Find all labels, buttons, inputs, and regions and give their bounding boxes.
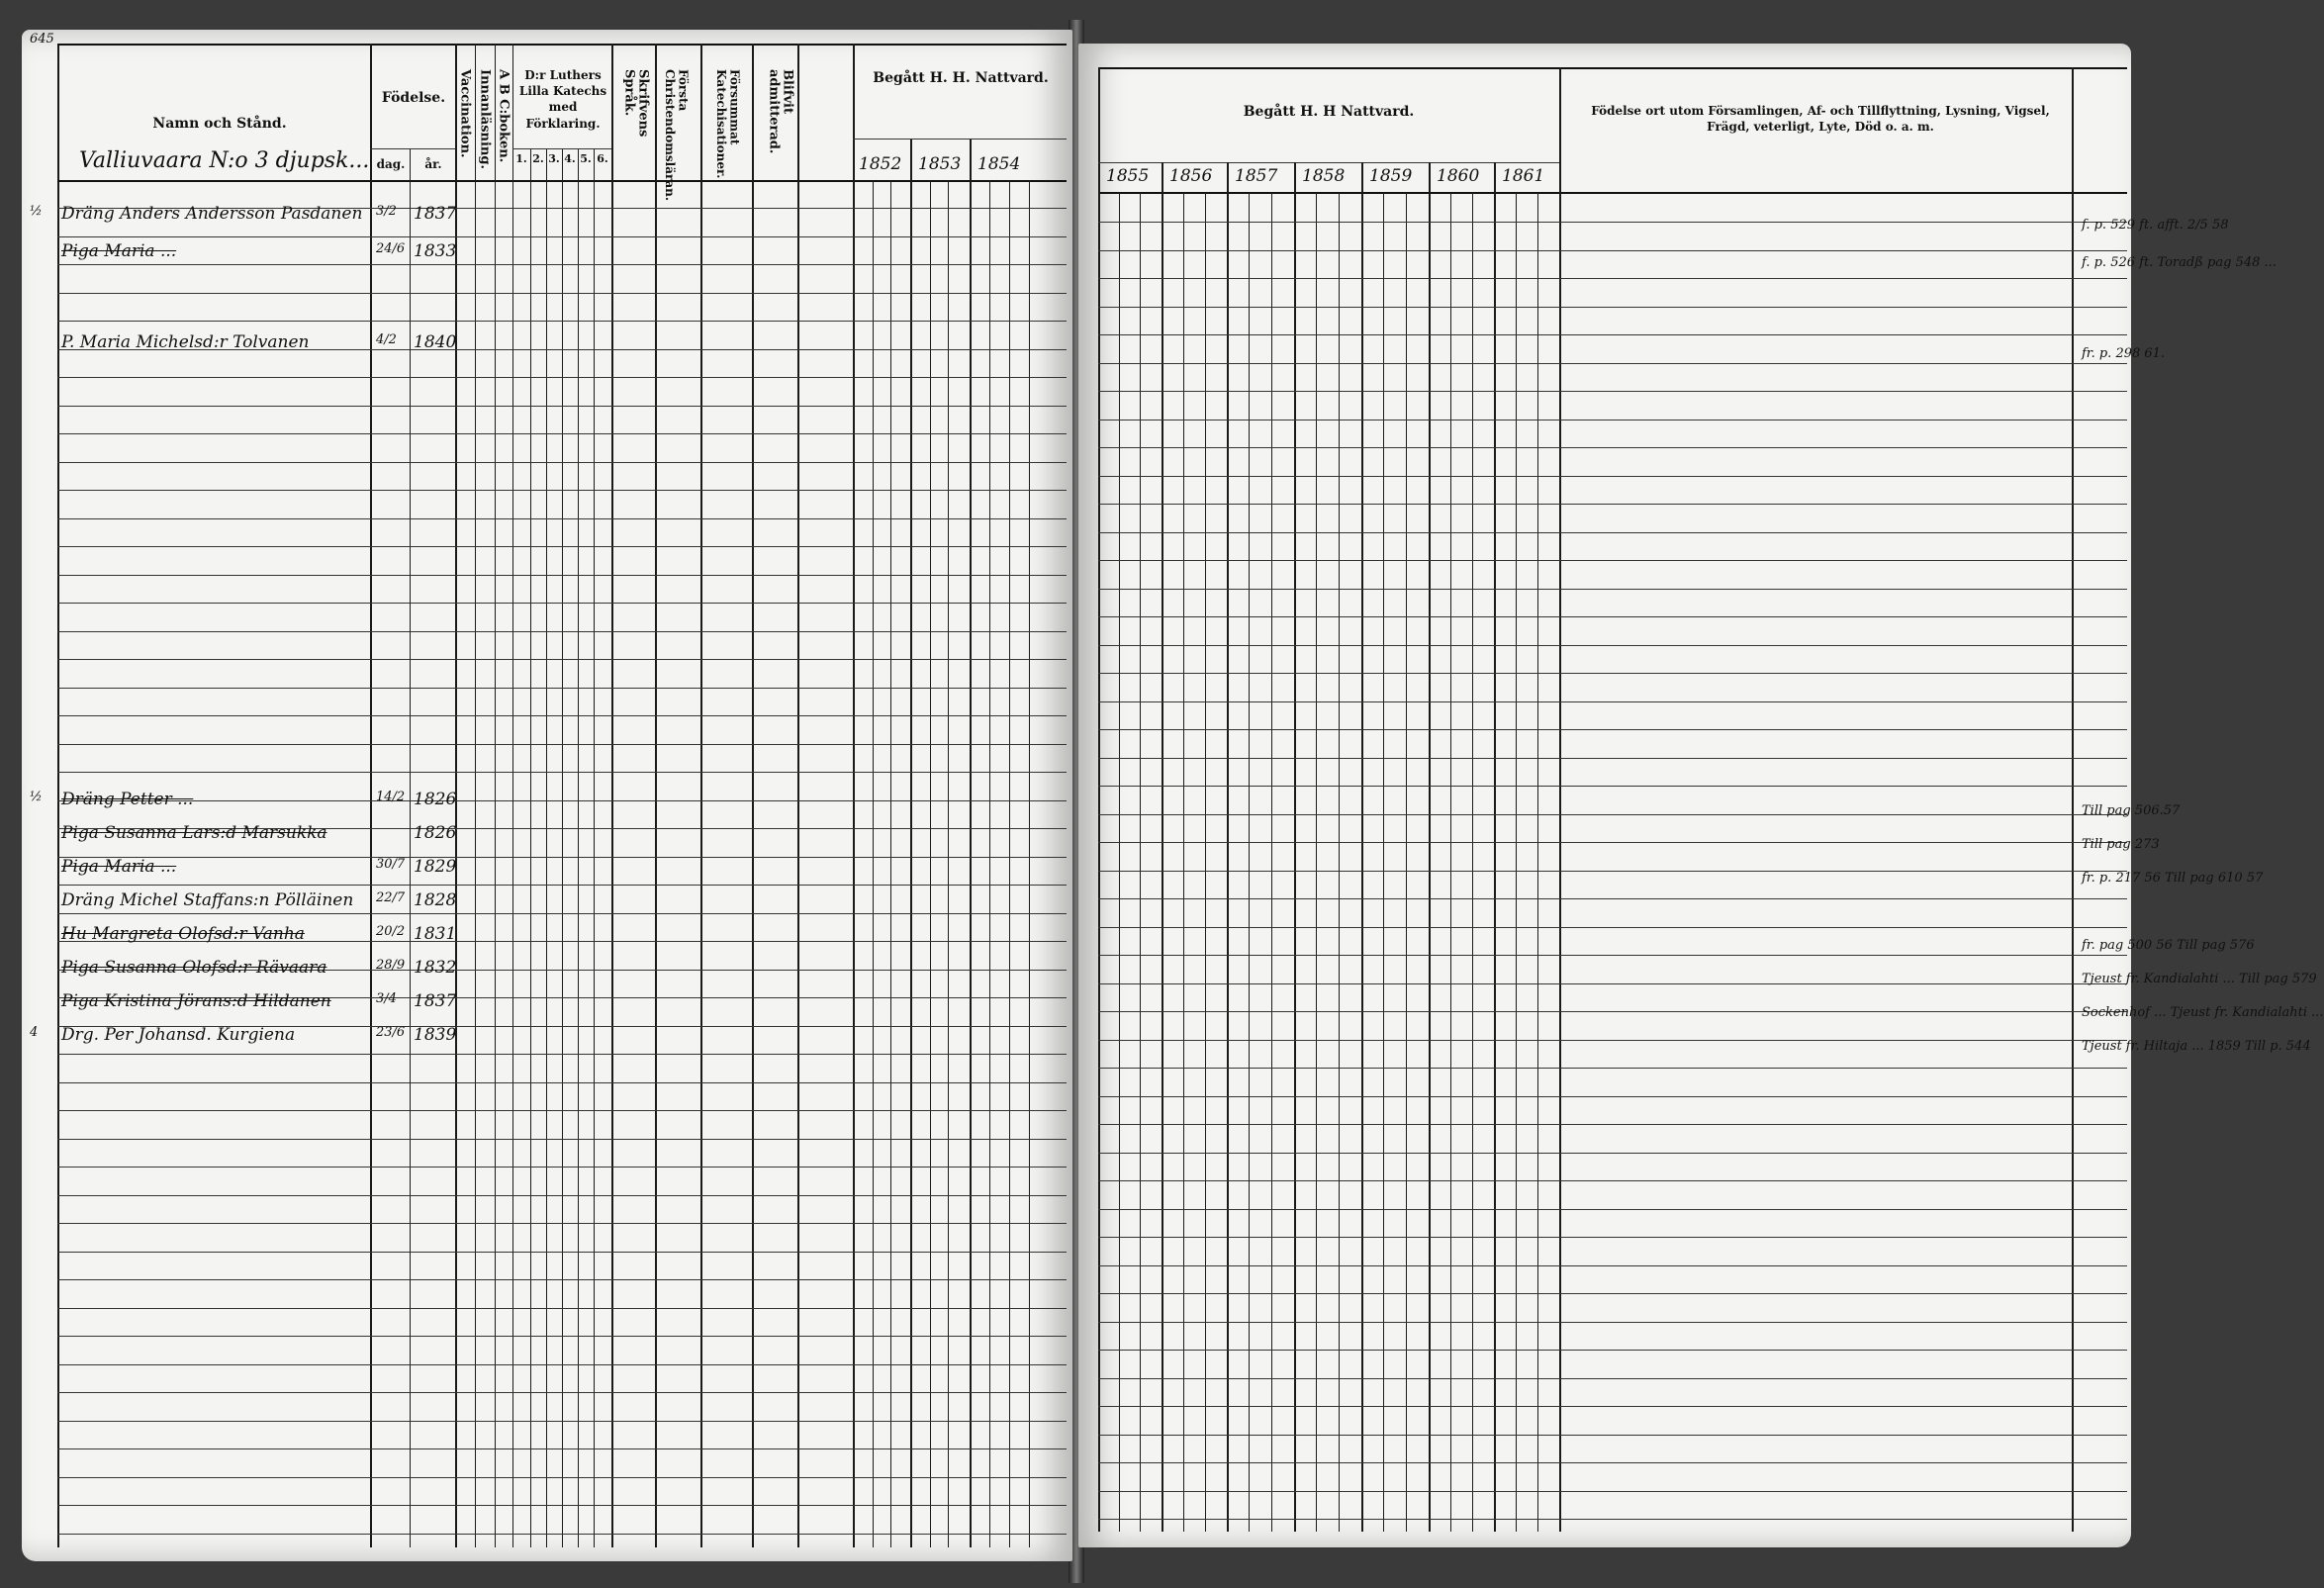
row-rule bbox=[1098, 1068, 2127, 1069]
header-bottom-rule bbox=[1098, 192, 2127, 194]
row-rule bbox=[1098, 1462, 2127, 1463]
row-rule bbox=[57, 518, 1067, 519]
entry-birth-day: 23/6 bbox=[376, 1025, 406, 1040]
col-rule bbox=[1316, 192, 1317, 1532]
col-rule bbox=[752, 44, 754, 1547]
row-rule bbox=[1098, 447, 2127, 448]
row-rule bbox=[57, 1054, 1067, 1055]
col-rule bbox=[1429, 162, 1431, 1532]
cat-col: 2. bbox=[532, 152, 544, 165]
col-rule bbox=[1009, 180, 1010, 1547]
row-rule bbox=[1098, 786, 2127, 787]
row-rule bbox=[57, 406, 1067, 407]
row-rule bbox=[1098, 1011, 2127, 1012]
row-rule bbox=[57, 236, 1067, 237]
village-title: Valliuvaara N:o 3 djupsk... bbox=[79, 148, 370, 173]
entry-name: Piga Maria ... bbox=[61, 857, 177, 877]
row-rule bbox=[57, 1477, 1067, 1478]
entry-name: P. Maria Michelsd:r Tolvanen bbox=[61, 332, 310, 352]
row-rule bbox=[57, 264, 1067, 265]
row-rule bbox=[1098, 1237, 2127, 1238]
entry-note: f. p. 529 ft. afft. 2/5 58 bbox=[2082, 218, 2229, 233]
row-rule bbox=[1098, 1124, 2127, 1125]
entry-birth-year: 1826 bbox=[414, 823, 457, 843]
col-rule bbox=[370, 44, 372, 1547]
row-rule bbox=[1098, 1322, 2127, 1323]
col-rule bbox=[1140, 192, 1141, 1532]
entry-name: Drg. Per Johansd. Kurgiena bbox=[61, 1025, 296, 1045]
row-rule bbox=[1098, 1547, 2127, 1548]
cat-col: 3. bbox=[548, 152, 560, 165]
entry-birth-year: 1833 bbox=[414, 241, 457, 261]
header-notes: Födelse ort utom Församlingen, Af- och Tillflyttning, Lysning, Vigsel, Frägd, veterligt, Lyte, Död o. a. m. bbox=[1591, 104, 2050, 135]
row-rule bbox=[1098, 391, 2127, 392]
entry-note: Sockenhof ... Tjeust fr. Kandialahti ... bbox=[2082, 1005, 2324, 1020]
row-rule bbox=[57, 546, 1067, 547]
row-rule bbox=[57, 715, 1067, 716]
row-rule bbox=[57, 433, 1067, 434]
entry-birth-day: 22/7 bbox=[376, 890, 406, 905]
left-margin-line bbox=[57, 44, 59, 1547]
col-rule bbox=[1537, 192, 1538, 1532]
row-rule bbox=[57, 1195, 1067, 1196]
row-rule bbox=[1098, 814, 2127, 815]
entry-note: Tjeust fr. Hiltaja ... 1859 Till p. 544 bbox=[2082, 1039, 2311, 1054]
row-rule bbox=[57, 377, 1067, 378]
row-rule bbox=[1098, 1153, 2127, 1154]
entry-name: Dräng Anders Andersson Pasdanen bbox=[61, 204, 363, 224]
entry-prefix: 4 bbox=[30, 1025, 39, 1040]
entry-note: fr. p. 217 56 Till pag 610 57 bbox=[2082, 871, 2264, 886]
col-rule bbox=[1450, 192, 1451, 1532]
year-label: 1858 bbox=[1302, 166, 1346, 186]
col-rule bbox=[700, 44, 702, 1547]
col-rule bbox=[530, 148, 531, 1547]
entry-note: f. p. 526 ft. Toradß pag 548 ... bbox=[2082, 255, 2277, 270]
entry-name: Hu Margreta Olofsd:r Vanha bbox=[61, 924, 305, 944]
col-rule bbox=[1227, 162, 1229, 1532]
row-rule bbox=[1098, 927, 2127, 928]
entry-birth-day: 20/2 bbox=[376, 924, 406, 939]
year-label: 1856 bbox=[1169, 166, 1213, 186]
col-rule bbox=[512, 44, 513, 1547]
row-rule bbox=[57, 462, 1067, 463]
col-rule bbox=[1294, 162, 1296, 1532]
subheader-rule bbox=[1098, 162, 1559, 163]
entry-prefix: ½ bbox=[30, 790, 43, 804]
row-rule bbox=[1098, 307, 2127, 308]
header-blifvit: Blifvit admitterad. bbox=[766, 69, 795, 154]
entry-birth-year: 1829 bbox=[414, 857, 457, 877]
header-vaccination: Vaccination. bbox=[457, 69, 473, 158]
col-rule bbox=[611, 44, 613, 1547]
row-rule bbox=[57, 1279, 1067, 1280]
entry-birth-day: 3/4 bbox=[376, 991, 397, 1006]
entry-name: Dräng Petter ... bbox=[61, 790, 194, 809]
year-1852: 1852 bbox=[859, 154, 902, 174]
subheader-rule bbox=[370, 148, 455, 149]
row-rule bbox=[1098, 1265, 2127, 1266]
row-rule bbox=[1098, 1378, 2127, 1379]
entry-birth-day: 14/2 bbox=[376, 790, 406, 804]
row-rule bbox=[57, 1421, 1067, 1422]
col-rule bbox=[1205, 192, 1206, 1532]
header-skrifvens: Skrifvens Språk. bbox=[621, 69, 651, 138]
row-rule bbox=[57, 885, 1067, 886]
row-rule bbox=[1098, 278, 2127, 279]
row-rule bbox=[1098, 758, 2127, 759]
row-rule bbox=[57, 744, 1067, 745]
cat-col: 1. bbox=[515, 152, 527, 165]
row-rule bbox=[1098, 1040, 2127, 1041]
col-rule bbox=[1119, 192, 1120, 1532]
row-rule bbox=[57, 1448, 1067, 1449]
entry-birth-day: 3/2 bbox=[376, 204, 397, 219]
col-rule bbox=[1472, 192, 1473, 1532]
year-label: 1861 bbox=[1502, 166, 1545, 186]
row-rule bbox=[57, 1110, 1067, 1111]
row-rule bbox=[1098, 532, 2127, 533]
col-rule bbox=[1249, 192, 1250, 1532]
col-rule bbox=[495, 44, 496, 1547]
col-rule bbox=[1383, 192, 1384, 1532]
subheader-rule bbox=[853, 139, 1067, 140]
entry-birth-year: 1837 bbox=[414, 204, 457, 224]
row-rule bbox=[57, 913, 1067, 914]
year-1853: 1853 bbox=[918, 154, 962, 174]
row-rule bbox=[1098, 560, 2127, 561]
entry-birth-year: 1831 bbox=[414, 924, 457, 944]
col-rule bbox=[1183, 192, 1184, 1532]
header-birth: Födelse. bbox=[381, 90, 446, 106]
row-rule bbox=[1098, 1293, 2127, 1294]
entry-birth-day: 30/7 bbox=[376, 857, 406, 872]
entry-name: Piga Susanna Olofsd:r Rävaara bbox=[61, 958, 327, 978]
row-rule bbox=[1098, 250, 2127, 251]
col-rule bbox=[1559, 67, 1561, 1532]
entry-name: Dräng Michel Staffans:n Pölläinen bbox=[61, 890, 354, 910]
row-rule bbox=[1098, 955, 2127, 956]
entry-name: Piga Susanna Lars:d Marsukka bbox=[61, 823, 327, 843]
col-rule bbox=[1029, 180, 1030, 1547]
row-rule bbox=[1098, 729, 2127, 730]
page-number: 645 bbox=[30, 32, 54, 47]
row-rule bbox=[1098, 1491, 2127, 1492]
year-1854: 1854 bbox=[977, 154, 1021, 174]
col-rule bbox=[1162, 162, 1163, 1532]
left-page bbox=[22, 30, 1072, 1561]
col-rule bbox=[1339, 192, 1340, 1532]
row-rule bbox=[1098, 1350, 2127, 1351]
header-forsamlat: Försummat Katechisationer. bbox=[714, 69, 742, 179]
entry-birth-year: 1840 bbox=[414, 332, 457, 352]
row-rule bbox=[1098, 222, 2127, 223]
entry-note: Till pag 506.57 bbox=[2082, 803, 2181, 818]
col-rule bbox=[1271, 192, 1272, 1532]
header-abc: A B C:boken. bbox=[496, 69, 511, 163]
top-rule bbox=[57, 44, 1067, 46]
entry-birth-year: 1837 bbox=[414, 991, 457, 1011]
row-rule bbox=[1098, 334, 2127, 335]
entry-birth-day: 28/9 bbox=[376, 958, 406, 973]
row-rule bbox=[1098, 1209, 2127, 1210]
entry-note: fr. pag 500 56 Till pag 576 bbox=[2082, 938, 2255, 953]
cat-col: 5. bbox=[580, 152, 592, 165]
catechism-subcols bbox=[512, 152, 611, 167]
row-rule bbox=[1098, 1406, 2127, 1407]
col-rule bbox=[475, 44, 476, 1547]
col-rule bbox=[1516, 192, 1517, 1532]
row-rule bbox=[1098, 701, 2127, 702]
header-forsta: Första Christendomsläran. bbox=[663, 69, 691, 201]
row-rule bbox=[1098, 476, 2127, 477]
row-rule bbox=[1098, 504, 2127, 505]
header-begatt-left: Begått H. H. Nattvard. bbox=[873, 70, 1049, 86]
row-rule bbox=[57, 1223, 1067, 1224]
col-rule bbox=[546, 148, 547, 1547]
row-rule bbox=[57, 575, 1067, 576]
row-rule bbox=[57, 293, 1067, 294]
row-rule bbox=[57, 1505, 1067, 1506]
row-rule bbox=[1098, 616, 2127, 617]
col-rule bbox=[989, 180, 990, 1547]
row-rule bbox=[1098, 363, 2127, 364]
col-rule bbox=[1361, 162, 1363, 1532]
year-label: 1855 bbox=[1106, 166, 1150, 186]
row-rule bbox=[57, 659, 1067, 660]
row-rule bbox=[1098, 1519, 2127, 1520]
col-rule bbox=[948, 180, 949, 1547]
row-rule bbox=[1098, 645, 2127, 646]
row-rule bbox=[1098, 898, 2127, 899]
col-rule bbox=[1098, 67, 1100, 1532]
entry-birth-year: 1826 bbox=[414, 790, 457, 809]
col-rule bbox=[853, 44, 855, 1547]
row-rule bbox=[57, 1139, 1067, 1140]
col-rule bbox=[873, 180, 874, 1547]
entry-birth-year: 1828 bbox=[414, 890, 457, 910]
row-rule bbox=[57, 1167, 1067, 1168]
entry-note: Till pag 273 bbox=[2082, 837, 2160, 852]
col-rule bbox=[594, 148, 595, 1547]
entry-name: Piga Kristina Jörans:d Hildanen bbox=[61, 991, 331, 1011]
row-rule bbox=[57, 1308, 1067, 1309]
col-rule bbox=[410, 148, 411, 1547]
header-birth-year: år. bbox=[424, 157, 442, 171]
col-rule bbox=[930, 180, 931, 1547]
row-rule bbox=[57, 490, 1067, 491]
entry-birth-day: 24/6 bbox=[376, 241, 406, 256]
col-rule bbox=[2072, 67, 2074, 1532]
cat-col: 4. bbox=[564, 152, 576, 165]
col-rule bbox=[890, 180, 891, 1547]
row-rule bbox=[1098, 871, 2127, 872]
row-rule bbox=[57, 631, 1067, 632]
entry-name: Piga Maria ... bbox=[61, 241, 177, 261]
subheader-rule bbox=[512, 148, 611, 149]
row-rule bbox=[57, 321, 1067, 322]
row-rule bbox=[57, 800, 1067, 801]
row-rule bbox=[57, 1534, 1067, 1535]
header-catechism: D:r Luthers Lilla Katechs med Förklaring. bbox=[518, 68, 607, 131]
entry-birth-year: 1832 bbox=[414, 958, 457, 978]
year-label: 1857 bbox=[1235, 166, 1278, 186]
col-rule bbox=[1494, 162, 1496, 1532]
row-rule bbox=[57, 1336, 1067, 1337]
entry-note: fr. p. 298 61. bbox=[2082, 346, 2166, 361]
col-rule bbox=[797, 44, 799, 1547]
header-name: Namn och Stånd. bbox=[152, 116, 287, 132]
top-rule bbox=[1098, 67, 2127, 69]
row-rule bbox=[57, 688, 1067, 689]
row-rule bbox=[1098, 1180, 2127, 1181]
row-rule bbox=[57, 1364, 1067, 1365]
row-rule bbox=[57, 603, 1067, 604]
row-rule bbox=[1098, 1096, 2127, 1097]
row-rule bbox=[1098, 673, 2127, 674]
header-begatt-right: Begått H. H Nattvard. bbox=[1243, 104, 1415, 120]
col-rule bbox=[655, 44, 657, 1547]
header-innanlasning: Innanläsning. bbox=[477, 69, 493, 169]
entry-prefix: ½ bbox=[30, 204, 43, 219]
row-rule bbox=[1098, 589, 2127, 590]
year-label: 1860 bbox=[1437, 166, 1480, 186]
header-birth-day: dag. bbox=[376, 157, 406, 171]
entry-birth-year: 1839 bbox=[414, 1025, 457, 1045]
row-rule bbox=[1098, 842, 2127, 843]
entry-note: Tjeust fr. Kandialahti ... Till pag 579 bbox=[2082, 972, 2317, 986]
row-rule bbox=[57, 1252, 1067, 1253]
row-rule bbox=[57, 1082, 1067, 1083]
row-rule bbox=[1098, 1435, 2127, 1436]
col-rule bbox=[562, 148, 563, 1547]
col-rule bbox=[578, 148, 579, 1547]
row-rule bbox=[1098, 983, 2127, 984]
row-rule bbox=[57, 857, 1067, 858]
col-rule bbox=[1406, 192, 1407, 1532]
entry-birth-day: 4/2 bbox=[376, 332, 397, 347]
right-page bbox=[1078, 44, 2324, 1547]
row-rule bbox=[57, 772, 1067, 773]
cat-col: 6. bbox=[597, 152, 608, 165]
year-label: 1859 bbox=[1369, 166, 1413, 186]
row-rule bbox=[57, 1392, 1067, 1393]
